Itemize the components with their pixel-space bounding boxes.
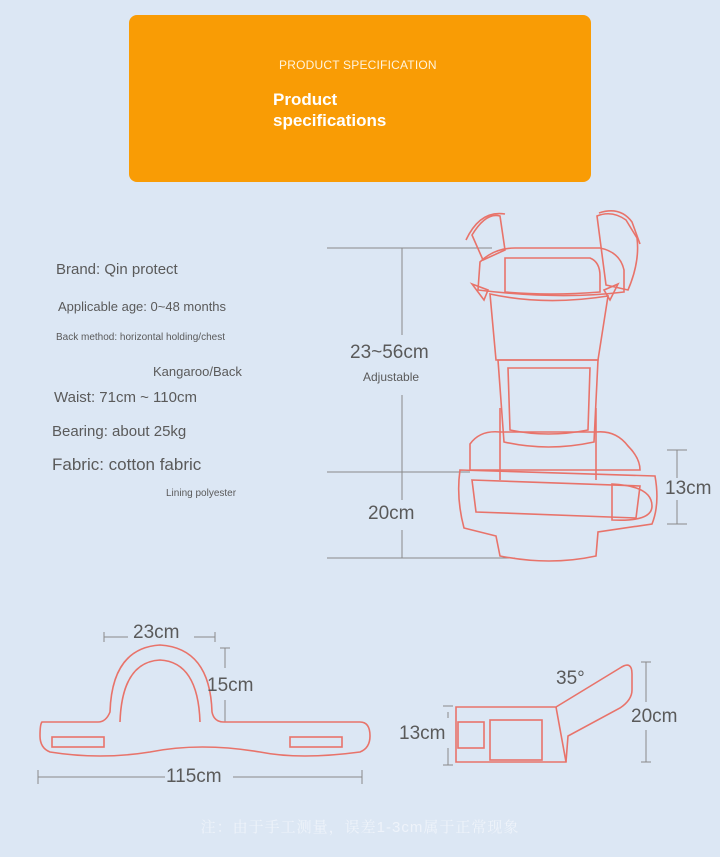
side-13-label: 13cm (399, 723, 446, 744)
spec-age: Applicable age: 0~48 months (58, 299, 227, 314)
banner-title-line1: Product (273, 90, 338, 109)
seat-top-outline (40, 645, 370, 756)
spec-waist: Waist: 71cm ~ 110cm (54, 389, 197, 406)
spec-back-method-cont: Kangaroo/Back (153, 364, 242, 379)
seat-side-outline (456, 665, 632, 762)
banner-title-line2: specifications (273, 111, 387, 130)
seat-width-label: 23cm (133, 622, 180, 643)
spec-lining: Lining polyester (166, 488, 237, 499)
carrier-front-outline (459, 211, 657, 561)
banner-subtitle: PRODUCT SPECIFICATION (279, 58, 437, 72)
seat-height-label: 20cm (368, 503, 415, 524)
footnote: 注：由于手工测量，误差1-3cm属于正常现象 (200, 819, 520, 836)
spec-brand: Brand: Qin protect (56, 261, 178, 278)
spec-back-method: Back method: horizontal holding/chest (56, 332, 225, 343)
side-height-label: 13cm (665, 478, 712, 499)
adjustable-label: Adjustable (363, 370, 420, 384)
spec-fabric: Fabric: cotton fabric (52, 455, 202, 474)
belt-length-label: 115cm (166, 766, 222, 787)
seat-back-height-label: 15cm (207, 675, 254, 696)
side-20-label: 20cm (631, 706, 678, 727)
angle-label: 35° (556, 668, 585, 689)
spec-bearing: Bearing: about 25kg (52, 423, 187, 440)
height-range-label: 23~56cm (350, 342, 429, 363)
